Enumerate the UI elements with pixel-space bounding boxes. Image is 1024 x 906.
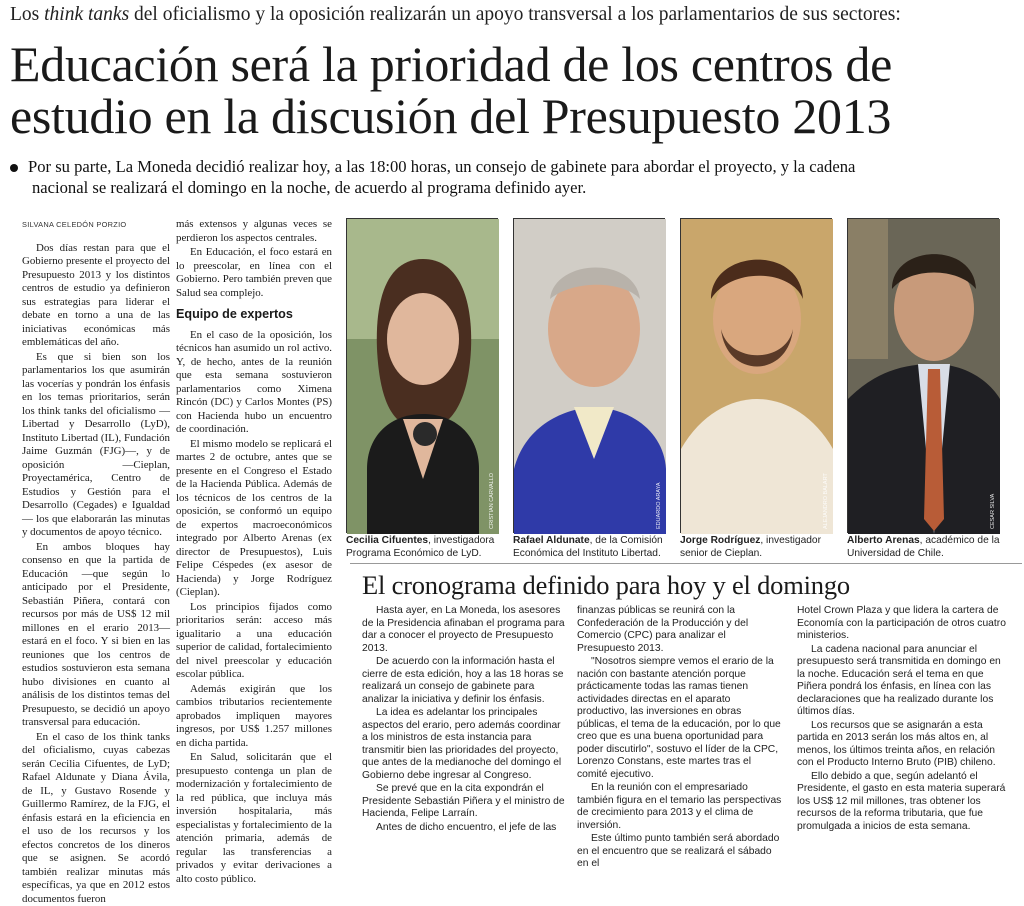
portrait-image xyxy=(848,219,1000,534)
paragraph: En Educación, el foco estará en lo preescolar, en línea con el Gobierno. Pero también preven que Salud sea complejo. xyxy=(176,246,332,300)
subheading: Equipo de expertos xyxy=(176,308,332,322)
paragraph: Dos días restan para que el Gobierno presente el proyecto del Presupuesto 2013 y los distintos centros de estudio ya definieron sus estrategias para liderar el debate en torno a una de las iniciativas económicas más emblemáticas del año. xyxy=(22,242,170,350)
photo-credit: EDUARDO ARAYA xyxy=(656,482,662,529)
paragraph: finanzas públicas se reunirá con la Confederación de la Producción y del Comercio (CPC) para analizar el Presupuesto 2013. xyxy=(577,605,782,655)
bullet-icon xyxy=(10,164,18,172)
caption-name: Rafael Aldunate xyxy=(513,535,590,546)
article-column-1 xyxy=(22,218,170,818)
headline-line-1: Educación será la prioridad de los centros de xyxy=(10,38,1020,90)
photo-alberto-arenas xyxy=(847,218,999,533)
photo-caption xyxy=(847,535,1012,560)
byline: SILVANA CELEDÓN PORZIO xyxy=(22,218,170,232)
caption-desc: , investigador senior de Cieplan. xyxy=(680,535,821,559)
kicker-post: del oficialismo y la oposición realizarán un apoyo transversal a los parlamentarios de sus sectores: xyxy=(129,4,901,25)
paragraph: Antes de dicho encuentro, el jefe de las xyxy=(362,822,567,835)
caption-name: Alberto Arenas xyxy=(847,535,920,546)
paragraph: En el caso de la oposición, los técnicos han asumido un rol activo. Y, de hecho, antes de la reunión que esta semana sostuvieron parlamentarios como Ximena Rincón (DC) y Carlos Montes (PS) con Hacienda hubo un encuentro de coordinación. xyxy=(176,329,332,437)
photo-cecilia-cifuentes xyxy=(346,218,498,533)
box-column-1 xyxy=(362,605,567,817)
headline-line-2: estudio en la discusión del Presupuesto 2013 xyxy=(10,90,1020,142)
caption-name: Cecilia Cifuentes xyxy=(346,535,428,546)
paragraph: En Salud, solicitarán que el presupuesto contenga un plan de modernización y fortalecimiento de la red pública, que incluya más inversión hospitalaria, más especialistas y fortalecimiento de la atención primaria, además de regular las transferencias a privados y evitar derivaciones a alto costo público. xyxy=(176,751,332,886)
photo-credit: CESAR SILVA xyxy=(990,494,996,529)
paragraph: Es que si bien son los parlamentarios los que asumirán las vocerías y pondrán los énfasis en los temas prioritarios, serán los think tanks del oficialismo —Libertad y Desarrollo (LyD), Instituto Libertad (IL), Fundación Jaime Guzmán (FJG)—, y de oposición —Cieplan, Proyectamérica, Centro de Estudios y Gestión para el Desarrollo (Cegades) e Igualdad— los que elaborarán las minutas y documentos de apoyo técnico. xyxy=(22,351,170,540)
box-column-2 xyxy=(577,605,782,817)
paragraph: El mismo modelo se replicará el martes 2 de octubre, antes que se presente en el Congreso el Estado de la Hacienda Pública. Además de los técnicos de los centros de la oposición, se conformó un equipo de expertos macroeconómicos integrado por Alberto Arenas (ex director de Presupuestos), Luis Felipe Céspedes (ex asesor de Hacienda) y Jorge Rodríguez (Cieplan). xyxy=(176,438,332,600)
paragraph: Se prevé que en la cita expondrán el Presidente Sebastián Piñera y el ministro de Hacienda, Felipe Larraín. xyxy=(362,783,567,821)
paragraph: La idea es adelantar los principales aspectos del erario, pero además coordinar a los ministros de esta instancia para transmitir bien las prioridades del proyecto, que antes de la medianoche del domingo el Gobierno debe ingresar al Congreso. xyxy=(362,707,567,782)
paragraph: Hasta ayer, en La Moneda, los asesores de la Presidencia afinaban el programa para dar a conocer el proyecto de Presupuesto 2013. xyxy=(362,605,567,655)
deck-line-1: Por su parte, La Moneda decidió realizar hoy, a las 18:00 horas, un consejo de gabinete para abordar el proyecto, y la cadena xyxy=(28,157,855,176)
photo-credit: CRISTIAN CARVALLO xyxy=(489,473,495,529)
caption-desc: , académico de la Universidad de Chile. xyxy=(847,535,1000,559)
paragraph: En ambos bloques hay consenso en que la partida de Educación —que según lo anticipado por el Presidente, Sebastián Piñera, contará con recursos por más de US$ 12 mil millones en el erario 2013— estará en el foco. Y si bien en las reuniones que los centros de estudios sostuvieron esta semana hubo divisiones en cuanto al análisis de los distintos temas del Presupuesto, se decidió un apoyo transversal para educación. xyxy=(22,541,170,730)
box-title: El cronograma definido para hoy y el domingo xyxy=(362,570,1022,601)
photo-caption xyxy=(346,535,498,560)
paragraph: En la reunión con el empresariado también figura en el temario las perspectivas de crecimiento para 2013 y el clima de inversión. xyxy=(577,782,782,832)
kicker-pre: Los xyxy=(10,4,44,25)
portrait-image xyxy=(514,219,666,534)
caption-name: Jorge Rodríguez xyxy=(680,535,760,546)
kicker xyxy=(10,4,1020,26)
caption-desc: , de la Comisión Económica del Instituto Libertad. xyxy=(513,535,663,559)
paragraph: Ello debido a que, según adelantó el Presidente, el gasto en esta materia superará los US$ 12 mil millones, tras obtener los recursos de la reforma tributaria, que fue promulgada a inicios de esta semana. xyxy=(797,771,1007,834)
paragraph: Hotel Crown Plaza y que lidera la cartera de Economía con la participación de otros cuatro ministerios. xyxy=(797,605,1007,643)
portrait-image xyxy=(347,219,499,534)
divider xyxy=(350,563,1022,564)
caption-desc: , investigadora Programa Económico de LyD. xyxy=(346,535,494,559)
deck-line-2: nacional se realizará el domingo en la noche, de acuerdo al programa definido ayer. xyxy=(10,177,1020,198)
photo-jorge-rodriguez xyxy=(680,218,832,533)
paragraph: En el caso de los think tanks del oficialismo, cuyas cabezas serán Cecilia Cifuentes, de LyD; Rafael Aldunate y Diana Ávila, de IL, y Gustavo Rosende y Guillermo Ramírez, de la FJG, el énfasis estará en la eficiencia en el uso de los recursos y los efectos concretos de los dineros que se asignen. Se acordó también realizar minutas más específicas, ya que en 2012 estos documentos fueron xyxy=(22,731,170,906)
photo-credit: ALEJANDRO BALART xyxy=(823,473,829,529)
article-column-2 xyxy=(176,218,332,818)
box-column-3 xyxy=(797,605,1007,817)
paragraph: De acuerdo con la información hasta el cierre de esta edición, hoy a las 18 horas se realizará un consejo de gabinete para analizar la iniciativa y definir los énfasis. xyxy=(362,656,567,706)
portrait-image xyxy=(681,219,833,534)
paragraph: Este último punto también será abordado en el encuentro que se realizará el sábado en el xyxy=(577,833,782,871)
paragraph: La cadena nacional para anunciar el presupuesto será transmitida en domingo en la noche. Educación será el tema en que Piñera pondrá los énfasis, en línea con las declaraciones que ha realizado durante los últimos días. xyxy=(797,644,1007,719)
paragraph: Los principios fijados como prioritarios serán: acceso más igualitario a una educación superior de calidad, fortalecimiento del nivel preescolar y educación escolar pública. xyxy=(176,601,332,682)
paragraph: más extensos y algunas veces se perdieron los aspectos centrales. xyxy=(176,218,332,245)
paragraph: "Nosotros siempre vemos el erario de la nación con bastante atención porque prácticamente todas las ramas tienen actividades directas en el aparato productivo, las inversiones en obras públicas, el tema de la educación, por lo que creo que es una buena oportunidad para poder discutirlo", sostuvo el líder de la CPC, Lorenzo Constans, este martes tras el comité ejecutivo. xyxy=(577,656,782,781)
photo-caption xyxy=(513,535,665,560)
deck xyxy=(10,156,1020,198)
kicker-italic: think tanks xyxy=(44,4,129,25)
paragraph: Los recursos que se asignarán a esta partida en 2013 serán los más altos en, al menos, los últimos treinta años, en relación con el Producto Interno Bruto (PIB) chileno. xyxy=(797,720,1007,770)
headline xyxy=(10,38,1020,142)
photo-caption xyxy=(680,535,832,560)
photo-rafael-aldunate xyxy=(513,218,665,533)
paragraph: Además exigirán que los cambios tributarios recientemente aprobados impliquen mayores ingresos, por US$ 1.257 millones en dicha partida. xyxy=(176,683,332,751)
